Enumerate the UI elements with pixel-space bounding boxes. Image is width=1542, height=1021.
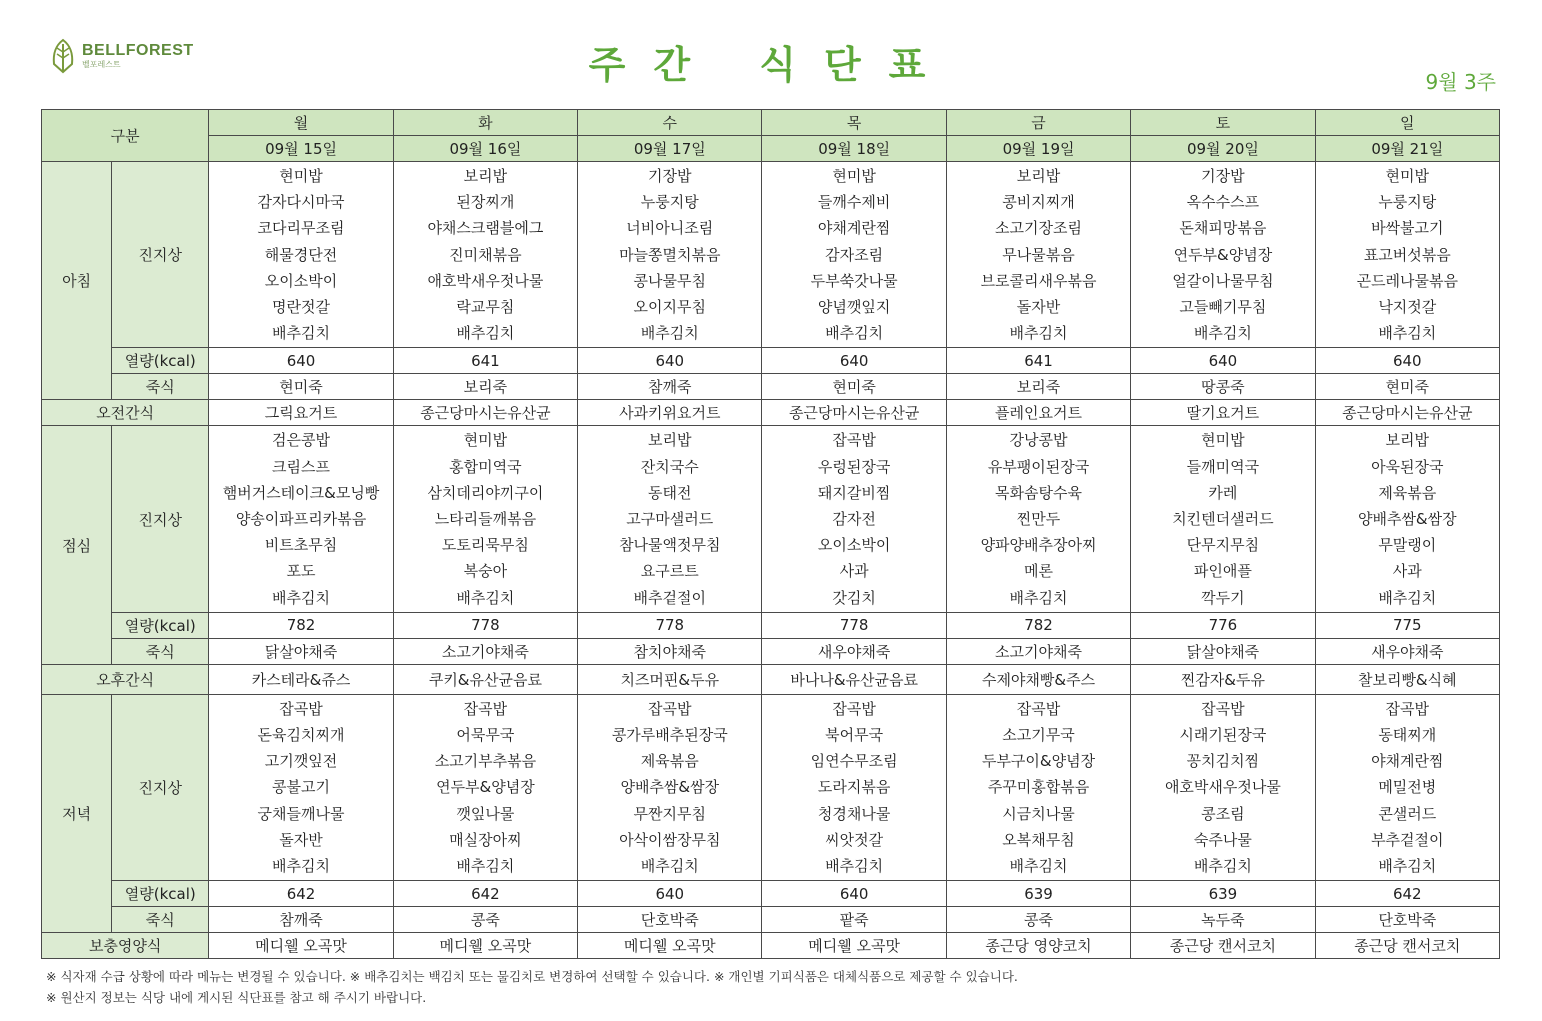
lunch-kcal-value: 778 <box>393 612 577 638</box>
lunch-main-menu <box>1131 426 1315 612</box>
menu-item: 배추김치 <box>456 324 515 343</box>
supplement-value: 종근당 영양코치 <box>946 933 1130 959</box>
menu-item: 배추김치 <box>640 324 699 343</box>
menu-item: 오이소박이 <box>817 536 891 555</box>
menu-item: 기장밥 <box>648 167 692 185</box>
menu-item: 현미밥 <box>1201 431 1245 450</box>
lunch-porridge-value: 새우야채죽 <box>762 638 946 664</box>
date-header: 09월 18일 <box>762 136 946 162</box>
menu-item: 낙지젓갈 <box>1378 298 1437 317</box>
menu-item: 아욱된장국 <box>1371 457 1444 476</box>
date-header: 09월 15일 <box>209 136 393 162</box>
menu-item: 느타리들깨볶음 <box>434 510 537 529</box>
menu-item: 된장찌개 <box>456 193 515 212</box>
date-header: 09월 17일 <box>578 136 762 162</box>
menu-item: 보리밥 <box>1016 167 1061 185</box>
breakfast-main-menu <box>209 162 393 348</box>
category-header: 구분 <box>42 110 209 162</box>
menu-item: 소고기부추볶음 <box>434 752 537 771</box>
menu-item: 야채계란찜 <box>1371 752 1444 771</box>
lunch-porridge-value: 닭살야채죽 <box>1131 638 1315 664</box>
am_snack-value: 종근당마시는유산균 <box>1315 400 1499 426</box>
dinner-main-menu <box>946 694 1130 880</box>
menu-item: 치킨텐더샐러드 <box>1172 510 1274 529</box>
menu-item: 현미밥 <box>279 167 323 185</box>
breakfast-porridge-row <box>42 374 1500 400</box>
menu-item: 햄버거스테이크&모닝빵 <box>222 483 380 502</box>
dinner-label: 저녁 <box>42 694 112 932</box>
lunch-kcal-label: 열량(kcal) <box>112 612 209 638</box>
supplement-value: 메디웰 오곡맛 <box>209 933 393 959</box>
pm_snack-value: 카스테라&쥬스 <box>209 664 393 694</box>
menu-item: 주꾸미홍합볶음 <box>987 778 1090 797</box>
pm_snack-value: 찐감자&두유 <box>1131 664 1315 694</box>
breakfast-porridge-value: 땅콩죽 <box>1131 374 1315 400</box>
menu-item: 돼지갈비찜 <box>817 483 891 502</box>
lunch-label: 점심 <box>42 426 112 664</box>
menu-item: 참나물액젓무침 <box>619 536 721 555</box>
menu-item: 고기깻잎전 <box>264 752 338 771</box>
menu-item: 감자전 <box>832 510 876 529</box>
dinner-main-menu <box>1131 694 1315 880</box>
menu-item: 돈육김치찌개 <box>257 726 345 745</box>
breakfast-kcal-row <box>42 348 1500 374</box>
week-label: 9월 3주 <box>1425 70 1496 94</box>
menu-item: 카레 <box>1208 483 1238 502</box>
logo-sub: 벨포레스트 <box>82 60 121 69</box>
menu-item: 궁채들깨나물 <box>257 804 345 823</box>
menu-item: 홍합미역국 <box>449 457 522 476</box>
lunch-porridge-value: 새우야채죽 <box>1315 638 1499 664</box>
menu-item: 콩비지찌개 <box>1002 193 1075 212</box>
supplement-value: 종근당 캔서코치 <box>1315 933 1499 959</box>
menu-item: 들깨수제비 <box>817 193 891 212</box>
lunch-kcal-row <box>42 612 1500 638</box>
menu-item: 매실장아찌 <box>449 830 522 849</box>
menu-item: 기장밥 <box>1201 167 1245 185</box>
breakfast-main-menu <box>393 162 577 348</box>
menu-item: 양배추쌈&쌈장 <box>620 778 720 797</box>
menu-item: 콩불고기 <box>272 778 331 797</box>
pm_snack-row <box>42 664 1500 694</box>
breakfast-main-menu <box>946 162 1130 348</box>
dinner-kcal-value: 642 <box>393 881 577 907</box>
menu-item: 잡곡밥 <box>1016 699 1061 718</box>
breakfast-kcal-value: 640 <box>209 348 393 374</box>
dinner-kcal-label: 열량(kcal) <box>112 881 209 907</box>
lunch-main-row <box>42 426 1500 612</box>
menu-item: 잡곡밥 <box>1201 699 1245 718</box>
menu-item: 잡곡밥 <box>832 431 876 450</box>
menu-item: 오이지무침 <box>633 298 706 317</box>
menu-item: 비트초무침 <box>264 536 338 555</box>
dinner-main-menu <box>578 694 762 880</box>
menu-item: 시금치나물 <box>1002 804 1075 823</box>
menu-item: 청경채나물 <box>817 804 891 823</box>
menu-item: 돈채피망볶음 <box>1179 219 1267 238</box>
menu-item: 소고기무국 <box>1002 726 1075 745</box>
breakfast-main-menu <box>1315 162 1499 348</box>
menu-item: 누룽지탕 <box>640 193 699 212</box>
logo-brand: BELLFOREST <box>82 42 194 59</box>
footnotes <box>46 966 1018 1008</box>
menu-item: 삼치데리야끼구이 <box>427 483 544 502</box>
menu-item: 아삭이쌈장무침 <box>619 830 721 849</box>
lunch-main-menu <box>209 426 393 612</box>
menu-item: 양송이파프리카볶음 <box>235 510 367 529</box>
am_snack-label: 오전간식 <box>42 400 209 426</box>
lunch-main-menu <box>1315 426 1499 612</box>
lunch-kcal-value: 782 <box>946 612 1130 638</box>
menu-item: 배추김치 <box>1009 588 1068 607</box>
menu-item: 깍두기 <box>1201 588 1245 607</box>
menu-item: 배추김치 <box>1378 588 1437 607</box>
menu-item: 들깨미역국 <box>1186 457 1260 476</box>
menu-item: 표고버섯볶음 <box>1363 245 1451 264</box>
header-day-row <box>42 110 1500 136</box>
menu-item: 양파양배추장아찌 <box>980 536 1097 555</box>
dinner-kcal-value: 642 <box>209 881 393 907</box>
menu-item: 단무지무침 <box>1186 536 1260 555</box>
day-header: 화 <box>393 110 577 136</box>
menu-item: 숙주나물 <box>1193 830 1252 849</box>
dinner-porridge-row <box>42 907 1500 933</box>
breakfast-main-label: 진지상 <box>112 162 209 348</box>
pm_snack-value: 찰보리빵&식혜 <box>1315 664 1499 694</box>
menu-item: 배추김치 <box>825 324 884 343</box>
menu-item: 연두부&양념장 <box>436 778 535 797</box>
breakfast-porridge-value: 보리죽 <box>946 374 1130 400</box>
dinner-main-menu <box>209 694 393 880</box>
supplement-row <box>42 933 1500 959</box>
pm_snack-value: 치즈머핀&두유 <box>578 664 762 694</box>
menu-item: 어묵무국 <box>456 726 515 745</box>
pm_snack-label: 오후간식 <box>42 664 209 694</box>
lunch-main-menu <box>393 426 577 612</box>
menu-item: 돌자반 <box>1016 298 1061 317</box>
lunch-porridge-value: 소고기야채죽 <box>393 638 577 664</box>
breakfast-kcal-value: 640 <box>762 348 946 374</box>
breakfast-porridge-value: 참깨죽 <box>578 374 762 400</box>
menu-item: 임연수무조림 <box>810 752 898 771</box>
menu-item: 배추김치 <box>456 857 515 876</box>
dinner-main-menu <box>762 694 946 880</box>
lunch-kcal-value: 778 <box>762 612 946 638</box>
menu-item: 무짠지무침 <box>633 804 706 823</box>
menu-item: 콘샐러드 <box>1378 804 1437 823</box>
date-header: 09월 20일 <box>1131 136 1315 162</box>
pm_snack-value: 바나나&유산균음료 <box>762 664 946 694</box>
am_snack-value: 종근당마시는유산균 <box>393 400 577 426</box>
menu-item: 바싹불고기 <box>1371 219 1444 238</box>
menu-item: 얼갈이나물무침 <box>1172 271 1274 290</box>
lunch-main-menu <box>946 426 1130 612</box>
lunch-porridge-label: 죽식 <box>112 638 209 664</box>
menu-item: 콩조림 <box>1201 804 1245 823</box>
dinner-porridge-value: 단호박죽 <box>1315 907 1499 933</box>
menu-item: 락교무침 <box>456 298 515 317</box>
am_snack-value: 종근당마시는유산균 <box>762 400 946 426</box>
dinner-porridge-value: 콩죽 <box>393 907 577 933</box>
menu-item: 두부구이&양념장 <box>981 752 1096 771</box>
menu-item: 메론 <box>1024 562 1054 581</box>
menu-item: 꽁치김치찜 <box>1186 752 1260 771</box>
menu-item: 배추김치 <box>1009 857 1068 876</box>
menu-item: 우렁된장국 <box>817 457 891 476</box>
lunch-porridge-value: 닭살야채죽 <box>209 638 393 664</box>
menu-item: 무나물볶음 <box>1002 245 1075 264</box>
menu-item: 크림스프 <box>272 457 331 476</box>
menu-item: 진미채볶음 <box>449 245 522 264</box>
menu-item: 오이소박이 <box>264 271 338 290</box>
dinner-main-menu <box>393 694 577 880</box>
am_snack-value: 딸기요거트 <box>1131 400 1315 426</box>
menu-item: 애호박새우젓나물 <box>1164 778 1281 797</box>
menu-item: 시래기된장국 <box>1179 726 1267 745</box>
menu-item: 찐만두 <box>1016 510 1061 529</box>
supplement-value: 메디웰 오곡맛 <box>578 933 762 959</box>
breakfast-kcal-value: 640 <box>578 348 762 374</box>
menu-item: 배추김치 <box>272 588 331 607</box>
menu-item: 강낭콩밥 <box>1009 431 1068 450</box>
menu-item: 배추김치 <box>456 588 515 607</box>
lunch-main-label: 진지상 <box>112 426 209 612</box>
menu-item: 두부쑥갓나물 <box>810 271 898 290</box>
dinner-porridge-value: 참깨죽 <box>209 907 393 933</box>
menu-item: 갓김치 <box>832 588 876 607</box>
breakfast-main-menu <box>762 162 946 348</box>
page-title: 주간 식단표 <box>588 43 954 87</box>
supplement-value: 종근당 캔서코치 <box>1131 933 1315 959</box>
lunch-main-menu <box>762 426 946 612</box>
menu-item: 고구마샐러드 <box>626 510 714 529</box>
menu-item: 보리밥 <box>648 431 692 450</box>
breakfast-main-menu <box>578 162 762 348</box>
breakfast-main-menu <box>1131 162 1315 348</box>
menu-item: 양배추쌈&쌈장 <box>1357 510 1457 529</box>
menu-item: 콩가루배추된장국 <box>611 726 728 745</box>
dinner-kcal-value: 639 <box>1131 881 1315 907</box>
am_snack-value: 사과키위요거트 <box>578 400 762 426</box>
lunch-kcal-value: 778 <box>578 612 762 638</box>
menu-item: 잡곡밥 <box>463 699 508 718</box>
menu-item: 잔치국수 <box>640 457 699 476</box>
menu-item: 콩나물무침 <box>633 271 706 290</box>
menu-item: 무말랭이 <box>1378 536 1437 555</box>
date-header: 09월 21일 <box>1315 136 1499 162</box>
menu-item: 고들빼기무침 <box>1179 298 1267 317</box>
dinner-kcal-row <box>42 881 1500 907</box>
menu-item: 파인애플 <box>1193 562 1252 581</box>
breakfast-porridge-value: 현미죽 <box>209 374 393 400</box>
menu-item: 애호박새우젓나물 <box>427 271 544 290</box>
menu-item: 도토리묵무침 <box>441 536 529 555</box>
pm_snack-value: 쿠키&유산균음료 <box>393 664 577 694</box>
dinner-main-row <box>42 694 1500 880</box>
dinner-porridge-value: 단호박죽 <box>578 907 762 933</box>
menu-item: 배추김치 <box>640 857 699 876</box>
menu-item: 소고기장조림 <box>995 219 1082 238</box>
menu-item: 배추김치 <box>825 857 884 876</box>
menu-item: 포도 <box>286 562 316 581</box>
menu-item: 깻잎나물 <box>456 804 515 823</box>
menu-item: 씨앗젓갈 <box>825 830 884 849</box>
menu-item: 요구르트 <box>640 562 699 581</box>
menu-item: 배추김치 <box>1009 324 1068 343</box>
am_snack-value: 플레인요거트 <box>946 400 1130 426</box>
menu-item: 배추김치 <box>272 857 331 876</box>
day-header: 일 <box>1315 110 1499 136</box>
menu-item: 잡곡밥 <box>279 699 323 718</box>
menu-item: 메밀전병 <box>1378 778 1437 797</box>
breakfast-porridge-value: 현미죽 <box>1315 374 1499 400</box>
am_snack-value: 그릭요거트 <box>209 400 393 426</box>
breakfast-main-row <box>42 162 1500 348</box>
menu-item: 오복채무침 <box>1002 830 1075 849</box>
menu-item: 해물경단전 <box>264 245 338 264</box>
breakfast-kcal-label: 열량(kcal) <box>112 348 209 374</box>
menu-item: 보리밥 <box>1385 431 1430 450</box>
lunch-porridge-value: 참치야채죽 <box>578 638 762 664</box>
breakfast-kcal-value: 640 <box>1131 348 1315 374</box>
menu-item: 제육볶음 <box>1378 483 1437 502</box>
menu-item: 곤드레나물볶음 <box>1356 271 1459 290</box>
menu-item: 북어무국 <box>825 726 884 745</box>
menu-item: 코다리무조림 <box>257 219 345 238</box>
dinner-porridge-value: 팥죽 <box>762 907 946 933</box>
menu-item: 감자조림 <box>825 245 884 264</box>
date-header: 09월 16일 <box>393 136 577 162</box>
menu-item: 배추김치 <box>272 324 331 343</box>
menu-item: 배추김치 <box>1193 324 1252 343</box>
supplement-value: 메디웰 오곡맛 <box>393 933 577 959</box>
menu-item: 현미밥 <box>1385 167 1430 185</box>
menu-item: 배추김치 <box>1378 857 1437 876</box>
menu-item: 제육볶음 <box>640 752 699 771</box>
breakfast-kcal-value: 640 <box>1315 348 1499 374</box>
menu-item: 목화솜탕수육 <box>995 483 1082 502</box>
lunch-porridge-value: 소고기야채죽 <box>946 638 1130 664</box>
menu-item: 도라지볶음 <box>817 778 891 797</box>
date-header: 09월 19일 <box>946 136 1130 162</box>
footnote-2: ※ 원산지 정보는 식당 내에 게시된 식단표를 참고 해 주시기 바랍니다. <box>46 990 427 1005</box>
menu-item: 너비아니조림 <box>626 219 714 238</box>
am_snack-row <box>42 400 1500 426</box>
menu-item: 마늘쫑멸치볶음 <box>619 245 721 264</box>
menu-item: 배추김치 <box>1378 324 1437 343</box>
menu-item: 양념깻잎지 <box>817 298 891 317</box>
lunch-kcal-value: 775 <box>1315 612 1499 638</box>
supplement-value: 메디웰 오곡맛 <box>762 933 946 959</box>
menu-item: 누룽지탕 <box>1378 193 1437 212</box>
menu-item: 명란젓갈 <box>272 298 331 317</box>
breakfast-kcal-value: 641 <box>946 348 1130 374</box>
breakfast-porridge-value: 현미죽 <box>762 374 946 400</box>
footnote-1: ※ 식자재 수급 상황에 따라 메뉴는 변경될 수 있습니다. ※ 배추김치는 백김치 또는 물김치로 변경하여 선택할 수 있습니다. ※ 개인별 기피식품은 대체식품으로 제공할 수 있습니다. <box>46 969 1018 984</box>
menu-item: 배추겉절이 <box>633 588 706 607</box>
menu-item: 복숭아 <box>463 562 508 581</box>
breakfast-kcal-value: 641 <box>393 348 577 374</box>
menu-item: 잡곡밥 <box>832 699 876 718</box>
menu-item: 보리밥 <box>463 167 508 185</box>
breakfast-porridge-label: 죽식 <box>112 374 209 400</box>
menu-item: 동태찌개 <box>1378 726 1437 745</box>
menu-item: 사과 <box>1392 562 1422 581</box>
menu-item: 현미밥 <box>463 431 508 450</box>
menu-item: 현미밥 <box>832 167 876 185</box>
menu-item: 유부팽이된장국 <box>987 457 1090 476</box>
dinner-kcal-value: 642 <box>1315 881 1499 907</box>
dinner-main-label: 진지상 <box>112 694 209 880</box>
menu-item: 배추김치 <box>1193 857 1252 876</box>
menu-item: 연두부&양념장 <box>1173 245 1273 264</box>
menu-item: 야채스크램블에그 <box>427 219 544 238</box>
dinner-porridge-label: 죽식 <box>112 907 209 933</box>
day-header: 월 <box>209 110 393 136</box>
lunch-kcal-value: 782 <box>209 612 393 638</box>
menu-item: 야채계란찜 <box>817 219 891 238</box>
dinner-porridge-value: 콩죽 <box>946 907 1130 933</box>
pm_snack-value: 수제야채빵&주스 <box>946 664 1130 694</box>
breakfast-porridge-value: 보리죽 <box>393 374 577 400</box>
day-header: 토 <box>1131 110 1315 136</box>
lunch-porridge-row <box>42 638 1500 664</box>
menu-item: 잡곡밥 <box>1385 699 1430 718</box>
day-header: 수 <box>578 110 762 136</box>
menu-item: 돌자반 <box>279 830 323 849</box>
dinner-kcal-value: 640 <box>762 881 946 907</box>
menu-item: 옥수수스프 <box>1186 193 1260 212</box>
menu-item: 잡곡밥 <box>648 699 692 718</box>
menu-item: 검은콩밥 <box>272 431 331 450</box>
lunch-main-menu <box>578 426 762 612</box>
supplement-label: 보충영양식 <box>42 933 209 959</box>
weekly-menu-table <box>41 109 1500 959</box>
day-header: 금 <box>946 110 1130 136</box>
menu-item: 브로콜리새우볶음 <box>980 271 1097 290</box>
menu-item: 동태전 <box>648 483 692 502</box>
menu-item: 감자다시마국 <box>257 193 345 212</box>
breakfast-label: 아침 <box>42 162 112 400</box>
menu-item: 사과 <box>839 562 869 581</box>
dinner-kcal-value: 640 <box>578 881 762 907</box>
header-date-row <box>42 136 1500 162</box>
day-header: 목 <box>762 110 946 136</box>
dinner-main-menu <box>1315 694 1499 880</box>
menu-item: 부추겉절이 <box>1371 830 1444 849</box>
dinner-porridge-value: 녹두죽 <box>1131 907 1315 933</box>
lunch-kcal-value: 776 <box>1131 612 1315 638</box>
dinner-kcal-value: 639 <box>946 881 1130 907</box>
